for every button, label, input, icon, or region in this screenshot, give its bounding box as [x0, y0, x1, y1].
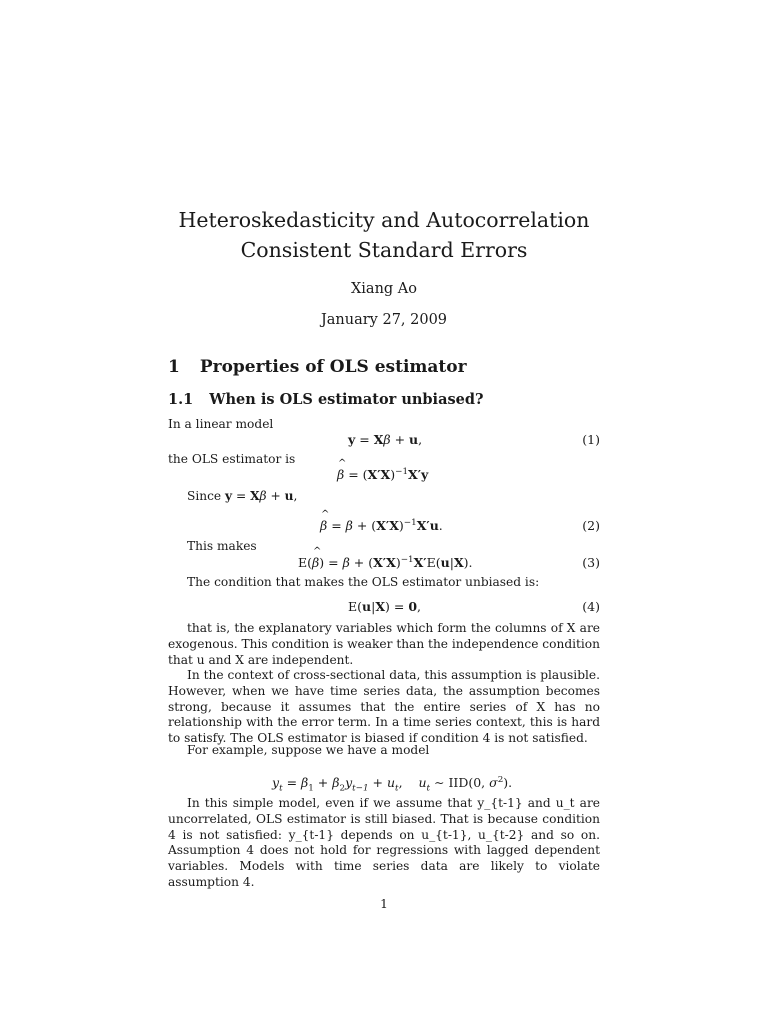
equation-1: y = Xβ + u,	[348, 432, 423, 447]
section-title: Properties of OLS estimator	[199, 357, 467, 377]
equation-number-4: (4)	[582, 599, 600, 614]
paragraph-3: For example, suppose we have a model	[187, 743, 430, 757]
equation-ols: ^ $\beta = (X'X)^{-1}X'y$	[337, 467, 428, 482]
paragraph-1: that is, the explanatory variables which form the columns of X are exogenous. This condition is weaker than the independence condition that u and X are independent.	[168, 621, 600, 667]
section-heading	[168, 357, 467, 377]
page-number: 1	[380, 897, 388, 911]
equation-model: $y_t = \beta_1 + \beta_2y_{t-1} + u_t$, $u_t$ ∼ IID(0, $\sigma^2$).	[272, 774, 513, 794]
author: Xiang Ao	[350, 281, 418, 297]
subsection-heading	[168, 391, 483, 408]
subsection-number: 1.1	[168, 391, 194, 408]
equation-4: E(u|X) = 0,	[348, 599, 422, 614]
equation-number-1: (1)	[582, 432, 600, 447]
equation-number-3: (3)	[582, 555, 600, 570]
equation-3: E(^ $\beta) = \beta + (X'X)^{-1}X'E(u|X)$.	[298, 555, 473, 570]
equation-number-2: (2)	[582, 518, 600, 533]
text-linear-model: In a linear model	[168, 417, 274, 431]
text-ols-is: the OLS estimator is	[168, 452, 296, 466]
subsection-title: When is OLS estimator unbiased?	[209, 391, 484, 408]
equation-2: ^ $\beta = \beta + (X'X)^{-1}X'u$.	[320, 518, 443, 533]
date: January 27, 2009	[320, 312, 448, 328]
section-number: 1	[168, 357, 180, 377]
text-this-makes: This makes	[187, 539, 257, 553]
paragraph-2: In the context of cross-sectional data, this assumption is plausible. However, when we have time series data, the assumption becomes strong, because it assumes that the entire series of X has no relationship with the error term. In a time series context, this is hard to satisfy. The OLS estimator is biased if condition 4 is not satisfied.	[168, 668, 600, 746]
title-line-2: Consistent Standard Errors	[240, 238, 528, 262]
text-since-line: Since y = Xβ + u,	[187, 489, 298, 503]
text-condition: The condition that makes the OLS estimator unbiased is:	[187, 575, 540, 589]
title-line-1: Heteroskedasticity and Autocorrelation	[178, 208, 590, 232]
text-since: Since	[187, 489, 222, 503]
paragraph-4: In this simple model, even if we assume that y_{t-1} and u_t are uncorrelated, OLS estimator is still biased. That is because condition 4 is not satisfied: y_{t-1} depends on u_{t-1}, u_{t-2} and so on. Assumption 4 does not hold for regressions with lagged dependent variables. Models with time series data are likely to violate assumption 4.	[168, 796, 600, 889]
